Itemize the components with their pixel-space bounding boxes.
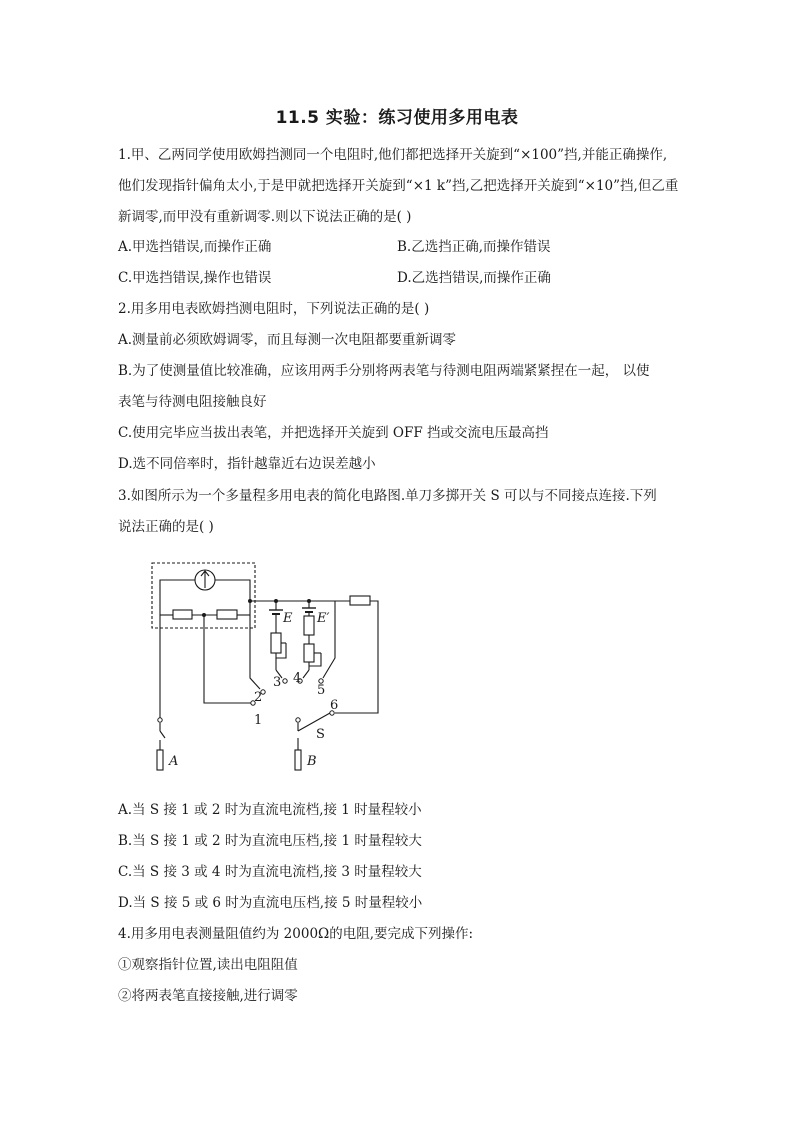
q3-option-c: C.当 S 接 3 或 4 时为直流电流档,接 3 时量程较大: [118, 864, 422, 880]
label-contact-4: 4: [293, 671, 302, 686]
junction-dot: [202, 613, 206, 617]
resistor-r3-icon: [304, 616, 314, 635]
contact-3: [283, 679, 287, 683]
q1-option-d: D.乙选挡错误,而操作正确: [397, 270, 551, 286]
q2-option-c: C.使用完毕应当拔出表笔，并把选择开关旋到 OFF 挡或交流电压最高挡: [118, 425, 549, 441]
q2-option-a: A.测量前必须欧姆调零，而且每测一次电阻都要重新调零: [118, 332, 457, 348]
q3-stem-line-2: 说法正确的是( ): [118, 519, 214, 535]
junction-dot: [248, 599, 252, 603]
junction-dot: [274, 599, 278, 603]
label-e-prime: E′: [317, 611, 330, 626]
label-switch-s: S: [316, 727, 325, 742]
probe-a-icon: [157, 750, 163, 770]
label-contact-2: 2: [254, 690, 263, 705]
q3-option-b: B.当 S 接 1 或 2 时为直流电压档,接 1 时量程较大: [118, 833, 422, 849]
q2-stem: 2.用多用电表欧姆挡测电阻时，下列说法正确的是( ): [118, 301, 430, 317]
label-contact-3: 3: [273, 675, 282, 690]
probe-b-icon: [295, 750, 301, 770]
q4-step-1: ①观察指针位置,读出电阻阻值: [118, 957, 298, 973]
q3-stem-line-1: 3.如图所示为一个多量程多用电表的简化电路图.单刀多掷开关 S 可以与不同接点连接.下列: [118, 488, 657, 504]
circuit-svg: [145, 558, 395, 778]
label-contact-1: 1: [254, 713, 263, 728]
q1-stem-line-2: 他们发现指针偏角太小,于是甲就把选择开关旋到“×1 k”挡,乙把选择开关旋到“×10”挡,但乙重: [118, 178, 679, 194]
terminal-b-contact: [296, 718, 300, 722]
junction-dot: [307, 599, 311, 603]
q1-stem-line-1: 1.甲、乙两同学使用欧姆挡测同一个电阻时,他们都把选择开关旋到“×100”挡,并能正确操作,: [118, 147, 668, 163]
label-e: E: [283, 611, 293, 626]
q2-option-d: D.选不同倍率时，指针越靠近右边误差越小: [118, 456, 376, 472]
rheostat-e-prime-icon: [304, 644, 314, 662]
resistor-r1-icon: [173, 610, 192, 619]
q1-stem-line-3: 新调零,而甲没有重新调零.则以下说法正确的是( ): [118, 209, 412, 225]
q4-stem: 4.用多用电表测量阻值约为 2000Ω的电阻,要完成下列操作:: [118, 926, 474, 942]
terminal-a-contact: [158, 718, 162, 722]
label-contact-5: 5: [317, 683, 326, 698]
q3-option-a: A.当 S 接 1 或 2 时为直流电流档,接 1 时量程较小: [118, 802, 422, 818]
q1-option-a: A.甲选挡错误,而操作正确: [118, 239, 272, 255]
q4-step-2: ②将两表笔直接接触,进行调零: [118, 988, 298, 1004]
label-terminal-a: A: [169, 754, 179, 769]
label-contact-6: 6: [330, 698, 339, 713]
q1-option-c: C.甲选挡错误,操作也错误: [118, 270, 272, 286]
page-title: 11.5 实验：练习使用多用电表: [275, 108, 519, 128]
q3-option-d: D.当 S 接 5 或 6 时为直流电压档,接 5 时量程较小: [118, 895, 423, 911]
resistor-r2-icon: [217, 610, 237, 619]
q1-option-b: B.乙选挡正确,而操作错误: [397, 239, 551, 255]
multimeter-circuit-diagram: [145, 558, 395, 778]
label-terminal-b: B: [307, 754, 317, 769]
resistor-r5-icon: [350, 596, 370, 605]
q2-option-b-line-1: B.为了使测量值比较准确，应该用两手分别将两表笔与待测电阻两端紧紧捏在一起， 以使: [118, 363, 650, 379]
rheostat-e-icon: [271, 633, 281, 653]
q2-option-b-line-2: 表笔与待测电阻接触良好: [118, 394, 267, 410]
